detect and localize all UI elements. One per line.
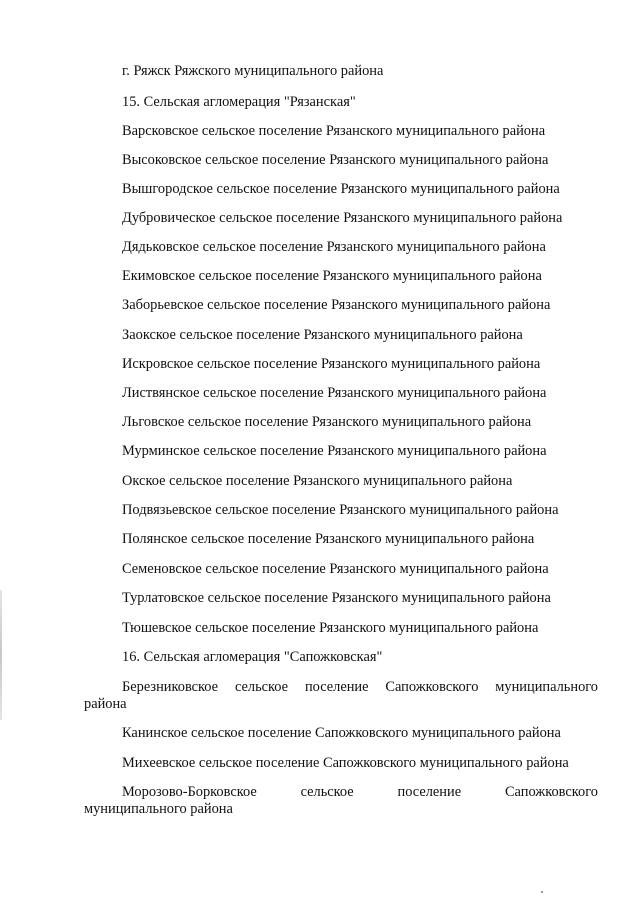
- text-line: Заокское сельское поселение Рязанского муниципального района: [122, 327, 523, 343]
- section-heading: 16. Сельская агломерация "Сапожковская": [122, 649, 383, 665]
- text-line: Варсковское сельское поселение Рязанского муниципального района: [122, 123, 546, 139]
- word: поселение: [304, 679, 369, 695]
- continuation-line: района: [84, 696, 127, 712]
- word: сельское: [234, 679, 289, 695]
- justified-paragraph: [84, 784, 598, 818]
- continuation-line: муниципального района: [84, 801, 233, 817]
- text-line: Вышгородское сельское поселение Рязанского муниципального района: [122, 181, 560, 197]
- word: поселение: [397, 784, 462, 800]
- text-line: Семеновское сельское поселение Рязанского муниципального района: [122, 561, 549, 577]
- text-line: Тюшевское сельское поселение Рязанского муниципального района: [122, 620, 539, 636]
- section-heading: 15. Сельская агломерация "Рязанская": [122, 94, 356, 110]
- text-line: Льговское сельское поселение Рязанского муниципального района: [122, 414, 532, 430]
- text-line: Листвянское сельское поселение Рязанского муниципального района: [122, 385, 547, 401]
- justified-paragraph: [84, 679, 598, 713]
- word: Березниковское: [122, 679, 219, 695]
- text-line: Искровское сельское поселение Рязанского муниципального района: [122, 356, 541, 372]
- text-line: Михеевское сельское поселение Сапожковского муниципального района: [122, 755, 569, 771]
- word: Морозово-Борковское: [122, 784, 257, 800]
- text-line: Дядьковское сельское поселение Рязанского муниципального района: [122, 239, 546, 255]
- justified-first-line: [84, 784, 598, 801]
- word: Сапожковского: [504, 784, 598, 800]
- text-line: Подвязьевское сельское поселение Рязанского муниципального района: [122, 502, 559, 518]
- justified-first-line: [84, 679, 598, 696]
- text-line: Канинское сельское поселение Сапожковского муниципального района: [122, 725, 561, 741]
- text-line: г. Ряжск Ряжского муниципального района: [122, 63, 384, 79]
- text-line: Мурминское сельское поселение Рязанского муниципального района: [122, 443, 547, 459]
- text-line: Полянское сельское поселение Рязанского муниципального района: [122, 531, 535, 547]
- text-line: Заборьевское сельское поселение Рязанского муниципального района: [122, 297, 551, 313]
- text-line: Екимовское сельское поселение Рязанского муниципального района: [122, 268, 542, 284]
- word: муниципального: [495, 679, 598, 695]
- text-line: Окское сельское поселение Рязанского муниципального района: [122, 473, 513, 489]
- word: Сапожковского: [385, 679, 479, 695]
- text-line: Дубровическое сельское поселение Рязанского муниципального района: [122, 210, 563, 226]
- word: сельское: [300, 784, 354, 800]
- text-line: Высоковское сельское поселение Рязанского муниципального района: [122, 152, 549, 168]
- text-line: Турлатовское сельское поселение Рязанского муниципального района: [122, 590, 551, 606]
